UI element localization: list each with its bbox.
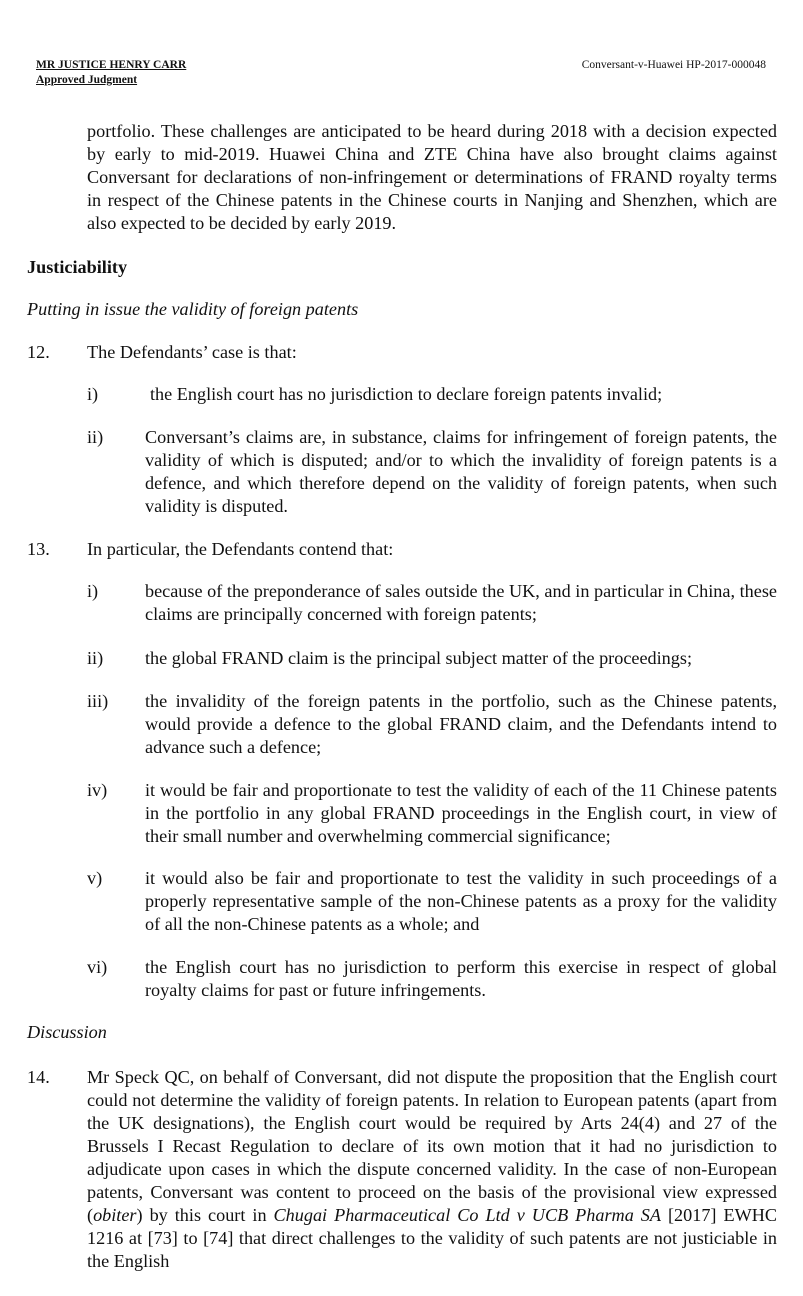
list-item-label: iv) — [87, 780, 108, 800]
paragraph-number: 13. — [27, 539, 50, 559]
list-item-text: it would also be fair and proportionate to test the validity in such proceedings of a properly representative sample of the non-Chinese patents as a proxy for the validity of all the non-Chinese patents as a whole; and — [145, 868, 777, 934]
approved-judgment-label: Approved Judgment — [36, 74, 138, 86]
subsection-heading: Discussion — [27, 1022, 107, 1042]
obiter-italic: obiter — [93, 1205, 137, 1225]
list-item-label: ii) — [87, 648, 104, 668]
list-item-label: i) — [87, 581, 99, 601]
paragraph-14-part-b: ) by this court in — [136, 1205, 274, 1225]
paragraph-continuation: portfolio. These challenges are anticipated to be heard during 2018 with a decision expected by early to mid-2019. Huawei China and ZTE China have also brought claims against Conversant for declarations of non-infringement or determinations of FRAND royalty terms in respect of the Chinese patents in the Chinese courts in Nanjing and Shenzhen, which are also expected to be decided by early 2019. — [87, 121, 777, 233]
paragraph-number: 12. — [27, 342, 50, 362]
subsection-heading: Putting in issue the validity of foreign patents — [27, 299, 359, 319]
list-item-label: iii) — [87, 691, 109, 711]
list-item-text: the global FRAND claim is the principal subject matter of the proceedings; — [145, 648, 693, 668]
paragraph-13-text: In particular, the Defendants contend that: — [87, 539, 394, 559]
list-item-text: the English court has no jurisdiction to perform this exercise in respect of global royalty claims for past or future infringements. — [145, 957, 777, 1000]
list-item-text: Conversant’s claims are, in substance, claims for infringement of foreign patents, the validity of which is disputed; and/or to which the invalidity of foreign patents is a defence, and which therefore depend on the validity of foreign patents, when such validity is disputed. — [145, 427, 777, 516]
paragraph-14-text — [87, 1066, 777, 1273]
list-item-text: the invalidity of the foreign patents in the portfolio, such as the Chinese patents, would provide a defence to the global FRAND claim, and the Defendants intend to advance such a defence; — [145, 691, 777, 757]
list-item-text: it would be fair and proportionate to test the validity of each of the 11 Chinese patents in the portfolio in any global FRAND proceedings in the English court, in view of their small number and overwhelming commercial significance; — [145, 780, 777, 846]
list-item-label: v) — [87, 868, 103, 888]
case-reference: Conversant-v-Huawei HP-2017-000048 — [581, 59, 766, 71]
page-header-left — [36, 58, 186, 88]
section-heading: Justiciability — [27, 257, 128, 277]
list-item-text: because of the preponderance of sales outside the UK, and in particular in China, these claims are principally concerned with foreign patents; — [145, 581, 777, 624]
paragraph-number: 14. — [27, 1067, 50, 1087]
list-item-text: the English court has no jurisdiction to declare foreign patents invalid; — [150, 384, 663, 404]
paragraph-14-part-a: Mr Speck QC, on behalf of Conversant, did not dispute the proposition that the English court could not determine the validity of foreign patents. In relation to European patents (apart from the UK designations), the English court would be required by Arts 24(4) and 27 of the Brussels I Recast Regulation to declare of its own motion that it had no jurisdiction to adjudicate upon cases in which the dispute concerned validity. In the case of non-European patents, Conversant was content to proceed on the basis of the provisional view expressed ( — [87, 1067, 777, 1225]
paragraph-12-text: The Defendants’ case is that: — [87, 342, 297, 362]
case-citation-italic: Chugai Pharmaceutical Co Ltd v UCB Pharma SA — [273, 1205, 661, 1225]
judge-name: MR JUSTICE HENRY CARR — [36, 59, 187, 71]
list-item-label: i) — [87, 384, 99, 404]
paragraph-14-part-c: [2017] EWHC 1216 at [73] to [74] that direct challenges to the validity of such patents are not justiciable in the English — [87, 1205, 778, 1271]
list-item-label: vi) — [87, 957, 108, 977]
list-item-label: ii) — [87, 427, 104, 447]
